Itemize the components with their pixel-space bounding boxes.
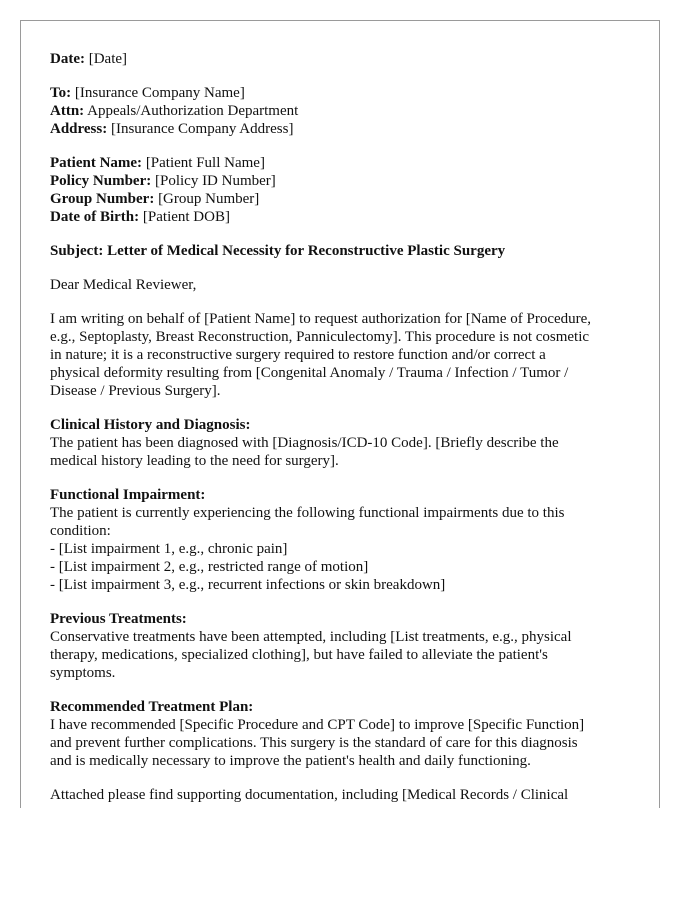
to-value: [Insurance Company Name] — [74, 85, 245, 101]
section-line: symptoms. — [50, 665, 116, 681]
impairment-list-item: - [List impairment 2, e.g., restricted range of motion] — [50, 559, 369, 575]
date-of-birth-line — [50, 208, 635, 226]
section-line: The patient has been diagnosed with [Diagnosis/ICD-10 Code]. [Briefly describe the — [50, 435, 559, 451]
closing-line: Attached please find supporting documentation, including [Medical Records / Clinical — [50, 787, 569, 803]
to-label: To: — [50, 85, 72, 101]
policy-number-line — [50, 172, 635, 190]
section-heading: Functional Impairment: — [50, 487, 206, 503]
date-of-birth-label: Date of Birth: — [50, 209, 140, 225]
intro-line: physical deformity resulting from [Congenital Anomaly / Trauma / Infection / Tumor / — [50, 365, 569, 381]
intro-line: e.g., Septoplasty, Breast Reconstruction, Panniculectomy]. This procedure is not cosmetic — [50, 329, 590, 345]
intro-paragraph — [50, 310, 635, 400]
subject-line: Subject: Letter of Medical Necessity for Reconstructive Plastic Surgery — [50, 243, 506, 259]
salutation-block — [50, 276, 635, 294]
policy-number-label: Policy Number: — [50, 173, 152, 189]
section-line: Conservative treatments have been attempted, including [List treatments, e.g., physical — [50, 629, 572, 645]
salutation: Dear Medical Reviewer, — [50, 277, 197, 293]
group-number-label: Group Number: — [50, 191, 155, 207]
attn-label: Attn: — [50, 103, 85, 119]
patient-name-line — [50, 154, 635, 172]
section-line: medical history leading to the need for surgery]. — [50, 453, 339, 469]
recipient-block — [50, 84, 635, 138]
section-heading: Clinical History and Diagnosis: — [50, 417, 251, 433]
address-label: Address: — [50, 121, 108, 137]
attn-value: Appeals/Authorization Department — [87, 103, 299, 119]
section-heading: Recommended Treatment Plan: — [50, 699, 254, 715]
closing-paragraph — [50, 786, 635, 804]
subject-block — [50, 242, 635, 260]
intro-line: I am writing on behalf of [Patient Name] to request authorization for [Name of Procedure, — [50, 311, 592, 327]
impairment-list-item: - [List impairment 1, e.g., chronic pain] — [50, 541, 288, 557]
intro-line: Disease / Previous Surgery]. — [50, 383, 221, 399]
section-line: The patient is currently experiencing the following functional impairments due to this — [50, 505, 565, 521]
date-line — [50, 50, 635, 68]
impairment-list-item: - [List impairment 3, e.g., recurrent infections or skin breakdown] — [50, 577, 446, 593]
attn-line — [50, 102, 635, 120]
section-clinical-history — [50, 416, 635, 470]
section-heading: Previous Treatments: — [50, 611, 187, 627]
intro-line: in nature; it is a reconstructive surgery required to restore function and/or correct a — [50, 347, 546, 363]
section-line: and prevent further complications. This surgery is the standard of care for this diagnosis — [50, 735, 578, 751]
address-line — [50, 120, 635, 138]
patient-name-label: Patient Name: — [50, 155, 143, 171]
date-value: [Date] — [88, 51, 128, 67]
group-number-line — [50, 190, 635, 208]
section-line: condition: — [50, 523, 111, 539]
patient-block — [50, 154, 635, 226]
letter-page — [20, 20, 660, 808]
section-line: and is medically necessary to improve the patient's health and daily functioning. — [50, 753, 531, 769]
to-line — [50, 84, 635, 102]
section-line: I have recommended [Specific Procedure and CPT Code] to improve [Specific Function] — [50, 717, 585, 733]
letter-content — [50, 50, 635, 808]
policy-number-value: [Policy ID Number] — [154, 173, 276, 189]
address-value: [Insurance Company Address] — [110, 121, 294, 137]
patient-name-value: [Patient Full Name] — [145, 155, 265, 171]
date-block — [50, 50, 635, 68]
section-previous-treatments — [50, 610, 635, 682]
group-number-value: [Group Number] — [158, 191, 260, 207]
date-label: Date: — [50, 51, 85, 67]
section-recommended-treatment — [50, 698, 635, 770]
section-line: therapy, medications, specialized clothing], but have failed to alleviate the patient's — [50, 647, 548, 663]
date-of-birth-value: [Patient DOB] — [142, 209, 230, 225]
section-functional-impairment — [50, 486, 635, 594]
